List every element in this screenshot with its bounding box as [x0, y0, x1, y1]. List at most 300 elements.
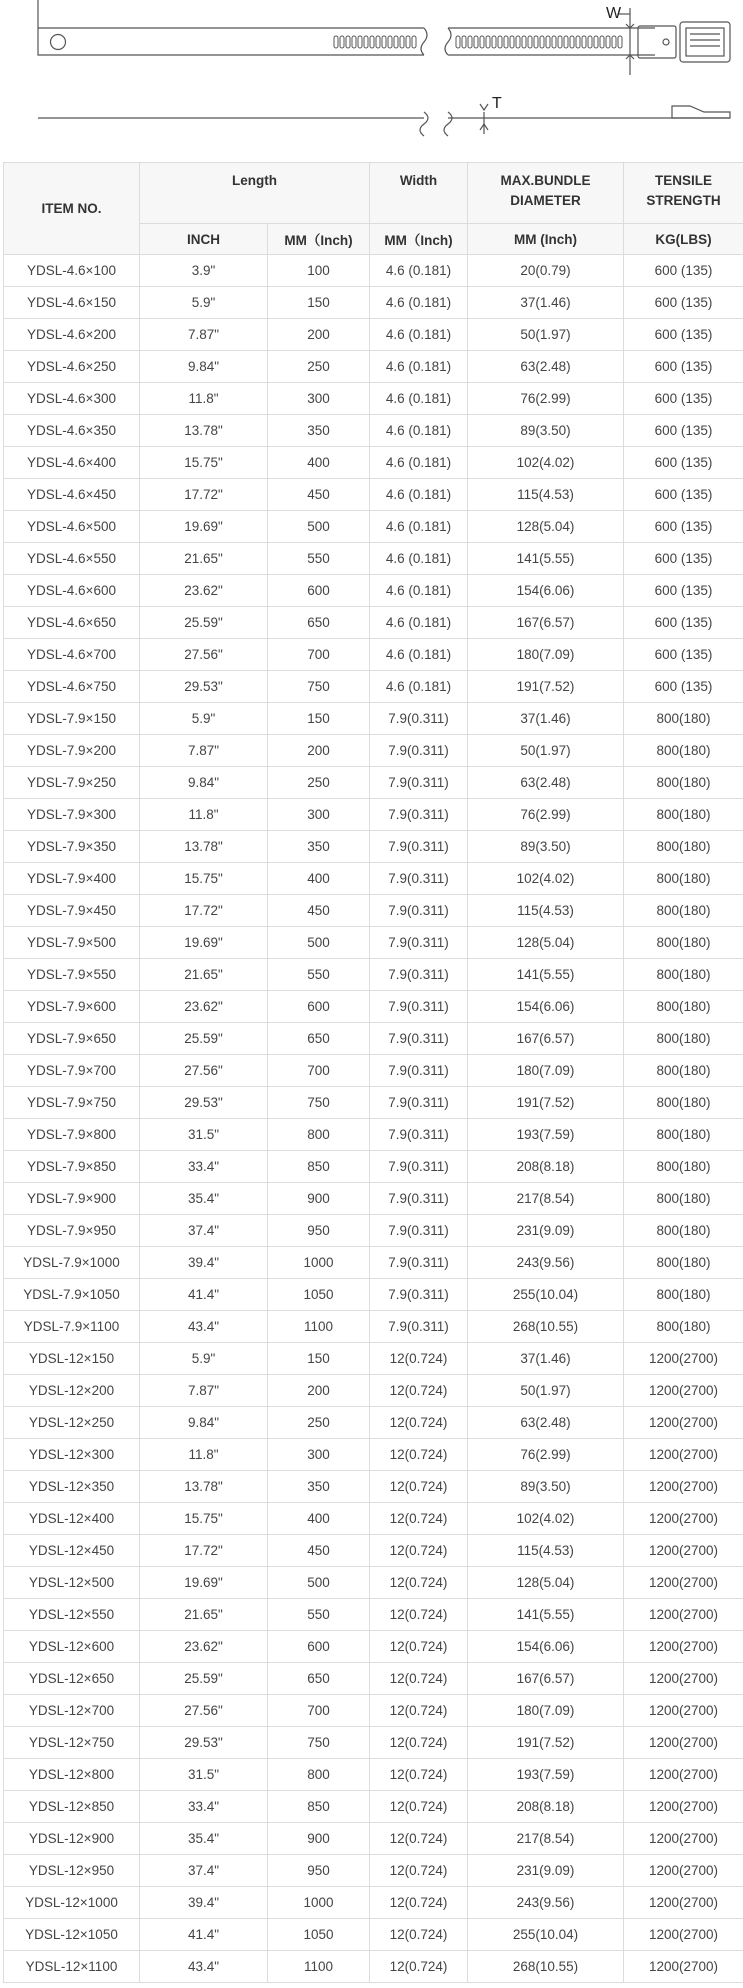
tensile-strength-cell: 1200(2700)	[624, 1343, 743, 1375]
length-inch-cell: 23.62"	[140, 991, 268, 1023]
bundle-diameter-cell: 50(1.97)	[468, 1375, 624, 1407]
length-mm-cell: 500	[268, 927, 370, 959]
width-cell: 12(0.724)	[370, 1439, 468, 1471]
length-mm-cell: 900	[268, 1183, 370, 1215]
tensile-strength-cell: 600 (135)	[624, 607, 743, 639]
table-row	[4, 1471, 743, 1503]
length-mm-cell: 700	[268, 1055, 370, 1087]
bundle-diameter-cell: 76(2.99)	[468, 383, 624, 415]
length-inch-cell: 17.72"	[140, 479, 268, 511]
item-no-cell: YDSL-12×450	[4, 1535, 140, 1567]
table-row	[4, 1023, 743, 1055]
tensile-strength-cell: 1200(2700)	[624, 1375, 743, 1407]
bundle-diameter-cell: 154(6.06)	[468, 991, 624, 1023]
length-mm-cell: 800	[268, 1119, 370, 1151]
item-no-cell: YDSL-7.9×250	[4, 767, 140, 799]
tensile-strength-cell: 1200(2700)	[624, 1887, 743, 1919]
tensile-strength-cell: 600 (135)	[624, 415, 743, 447]
table-row	[4, 1407, 743, 1439]
item-no-cell: YDSL-12×1000	[4, 1887, 140, 1919]
table-row	[4, 959, 743, 991]
bundle-diameter-cell: 128(5.04)	[468, 1567, 624, 1599]
subheader-width-mm-inch: MM（Inch)	[370, 224, 468, 255]
bundle-diameter-cell: 255(10.04)	[468, 1919, 624, 1951]
length-inch-cell: 7.87"	[140, 735, 268, 767]
table-row	[4, 1375, 743, 1407]
item-no-cell: YDSL-12×500	[4, 1567, 140, 1599]
item-no-cell: YDSL-7.9×850	[4, 1151, 140, 1183]
item-no-cell: YDSL-12×600	[4, 1631, 140, 1663]
length-inch-cell: 19.69"	[140, 511, 268, 543]
table-row	[4, 1119, 743, 1151]
tensile-strength-cell: 1200(2700)	[624, 1695, 743, 1727]
table-row	[4, 1951, 743, 1983]
bundle-diameter-cell: 89(3.50)	[468, 1471, 624, 1503]
tensile-strength-cell: 1200(2700)	[624, 1919, 743, 1951]
bundle-diameter-cell: 76(2.99)	[468, 1439, 624, 1471]
length-inch-cell: 5.9"	[140, 287, 268, 319]
width-cell: 12(0.724)	[370, 1599, 468, 1631]
table-row	[4, 1791, 743, 1823]
item-no-cell: YDSL-7.9×500	[4, 927, 140, 959]
table-row	[4, 927, 743, 959]
item-no-cell: YDSL-12×900	[4, 1823, 140, 1855]
length-inch-cell: 43.4"	[140, 1311, 268, 1343]
item-no-cell: YDSL-4.6×300	[4, 383, 140, 415]
table-row	[4, 415, 743, 447]
tensile-strength-cell: 1200(2700)	[624, 1823, 743, 1855]
bundle-diameter-cell: 63(2.48)	[468, 767, 624, 799]
header-tensile-line1: TENSILE	[654, 173, 712, 188]
length-mm-cell: 850	[268, 1151, 370, 1183]
table-row	[4, 1887, 743, 1919]
subheader-kg-lbs: KG(LBS)	[624, 224, 743, 255]
item-no-cell: YDSL-7.9×700	[4, 1055, 140, 1087]
header-tensile	[624, 163, 743, 224]
width-cell: 12(0.724)	[370, 1855, 468, 1887]
item-no-cell: YDSL-7.9×200	[4, 735, 140, 767]
length-inch-cell: 27.56"	[140, 639, 268, 671]
length-mm-cell: 950	[268, 1215, 370, 1247]
width-cell: 4.6 (0.181)	[370, 543, 468, 575]
table-row	[4, 1535, 743, 1567]
length-inch-cell: 21.65"	[140, 543, 268, 575]
width-cell: 12(0.724)	[370, 1791, 468, 1823]
table-row	[4, 1919, 743, 1951]
bundle-diameter-cell: 193(7.59)	[468, 1119, 624, 1151]
header-item-no: ITEM NO.	[4, 163, 140, 255]
item-no-cell: YDSL-7.9×1000	[4, 1247, 140, 1279]
length-inch-cell: 17.72"	[140, 1535, 268, 1567]
item-no-cell: YDSL-12×700	[4, 1695, 140, 1727]
item-no-cell: YDSL-12×800	[4, 1759, 140, 1791]
item-no-cell: YDSL-4.6×100	[4, 255, 140, 287]
table-row	[4, 1823, 743, 1855]
width-cell: 12(0.724)	[370, 1375, 468, 1407]
width-cell: 12(0.724)	[370, 1343, 468, 1375]
length-inch-cell: 27.56"	[140, 1695, 268, 1727]
length-inch-cell: 13.78"	[140, 415, 268, 447]
item-no-cell: YDSL-12×550	[4, 1599, 140, 1631]
specification-table-body	[4, 255, 743, 1983]
bundle-diameter-cell: 167(6.57)	[468, 607, 624, 639]
width-cell: 12(0.724)	[370, 1759, 468, 1791]
length-mm-cell: 250	[268, 1407, 370, 1439]
width-cell: 12(0.724)	[370, 1407, 468, 1439]
width-cell: 4.6 (0.181)	[370, 607, 468, 639]
bundle-diameter-cell: 217(8.54)	[468, 1823, 624, 1855]
length-mm-cell: 750	[268, 1087, 370, 1119]
length-mm-cell: 550	[268, 959, 370, 991]
width-cell: 7.9(0.311)	[370, 991, 468, 1023]
length-inch-cell: 5.9"	[140, 703, 268, 735]
bundle-diameter-cell: 63(2.48)	[468, 351, 624, 383]
length-mm-cell: 750	[268, 671, 370, 703]
length-inch-cell: 11.8"	[140, 799, 268, 831]
table-row	[4, 767, 743, 799]
width-cell: 4.6 (0.181)	[370, 575, 468, 607]
length-mm-cell: 1000	[268, 1247, 370, 1279]
length-mm-cell: 600	[268, 575, 370, 607]
table-row	[4, 639, 743, 671]
subheader-length-mm-inch: MM（Inch)	[268, 224, 370, 255]
bundle-diameter-cell: 243(9.56)	[468, 1247, 624, 1279]
length-mm-cell: 550	[268, 1599, 370, 1631]
tensile-strength-cell: 800(180)	[624, 1119, 743, 1151]
specification-table	[3, 162, 743, 1983]
length-inch-cell: 25.59"	[140, 607, 268, 639]
length-inch-cell: 29.53"	[140, 1087, 268, 1119]
tensile-strength-cell: 600 (135)	[624, 255, 743, 287]
tensile-strength-cell: 800(180)	[624, 831, 743, 863]
length-mm-cell: 250	[268, 767, 370, 799]
width-dimension-label: W	[606, 5, 622, 22]
tensile-strength-cell: 800(180)	[624, 1247, 743, 1279]
table-row	[4, 383, 743, 415]
table-row	[4, 511, 743, 543]
length-inch-cell: 7.87"	[140, 319, 268, 351]
length-mm-cell: 1100	[268, 1951, 370, 1983]
table-row	[4, 1055, 743, 1087]
item-no-cell: YDSL-12×1050	[4, 1919, 140, 1951]
length-mm-cell: 800	[268, 1759, 370, 1791]
width-cell: 12(0.724)	[370, 1535, 468, 1567]
width-cell: 4.6 (0.181)	[370, 351, 468, 383]
item-no-cell: YDSL-4.6×750	[4, 671, 140, 703]
bundle-diameter-cell: 208(8.18)	[468, 1791, 624, 1823]
table-row	[4, 575, 743, 607]
table-row	[4, 895, 743, 927]
table-row	[4, 1759, 743, 1791]
width-cell: 4.6 (0.181)	[370, 255, 468, 287]
width-cell: 7.9(0.311)	[370, 735, 468, 767]
item-no-cell: YDSL-7.9×900	[4, 1183, 140, 1215]
length-inch-cell: 11.8"	[140, 1439, 268, 1471]
item-no-cell: YDSL-7.9×800	[4, 1119, 140, 1151]
length-inch-cell: 23.62"	[140, 575, 268, 607]
tensile-strength-cell: 1200(2700)	[624, 1407, 743, 1439]
width-cell: 7.9(0.311)	[370, 1183, 468, 1215]
length-mm-cell: 600	[268, 1631, 370, 1663]
length-inch-cell: 35.4"	[140, 1823, 268, 1855]
item-no-cell: YDSL-7.9×550	[4, 959, 140, 991]
width-cell: 12(0.724)	[370, 1663, 468, 1695]
length-inch-cell: 25.59"	[140, 1663, 268, 1695]
width-cell: 7.9(0.311)	[370, 1023, 468, 1055]
width-cell: 4.6 (0.181)	[370, 511, 468, 543]
bundle-diameter-cell: 217(8.54)	[468, 1183, 624, 1215]
length-inch-cell: 9.84"	[140, 1407, 268, 1439]
length-inch-cell: 39.4"	[140, 1247, 268, 1279]
table-row	[4, 1215, 743, 1247]
tensile-strength-cell: 800(180)	[624, 1215, 743, 1247]
bundle-diameter-cell: 180(7.09)	[468, 639, 624, 671]
item-no-cell: YDSL-12×300	[4, 1439, 140, 1471]
table-row	[4, 1151, 743, 1183]
item-no-cell: YDSL-7.9×300	[4, 799, 140, 831]
width-cell: 7.9(0.311)	[370, 927, 468, 959]
length-mm-cell: 750	[268, 1727, 370, 1759]
length-mm-cell: 1000	[268, 1887, 370, 1919]
length-mm-cell: 400	[268, 447, 370, 479]
length-inch-cell: 15.75"	[140, 447, 268, 479]
table-row	[4, 799, 743, 831]
bundle-diameter-cell: 255(10.04)	[468, 1279, 624, 1311]
length-mm-cell: 700	[268, 1695, 370, 1727]
width-cell: 12(0.724)	[370, 1919, 468, 1951]
length-inch-cell: 31.5"	[140, 1119, 268, 1151]
length-inch-cell: 19.69"	[140, 1567, 268, 1599]
length-mm-cell: 300	[268, 383, 370, 415]
width-cell: 4.6 (0.181)	[370, 639, 468, 671]
length-inch-cell: 9.84"	[140, 767, 268, 799]
table-row	[4, 1279, 743, 1311]
width-cell: 7.9(0.311)	[370, 703, 468, 735]
item-no-cell: YDSL-12×200	[4, 1375, 140, 1407]
tensile-strength-cell: 600 (135)	[624, 319, 743, 351]
length-inch-cell: 43.4"	[140, 1951, 268, 1983]
length-mm-cell: 400	[268, 863, 370, 895]
bundle-diameter-cell: 89(3.50)	[468, 831, 624, 863]
bundle-diameter-cell: 154(6.06)	[468, 575, 624, 607]
width-cell: 4.6 (0.181)	[370, 319, 468, 351]
table-row	[4, 991, 743, 1023]
width-cell: 7.9(0.311)	[370, 767, 468, 799]
item-no-cell: YDSL-12×350	[4, 1471, 140, 1503]
table-row	[4, 1695, 743, 1727]
tensile-strength-cell: 1200(2700)	[624, 1631, 743, 1663]
tensile-strength-cell: 800(180)	[624, 863, 743, 895]
width-cell: 12(0.724)	[370, 1887, 468, 1919]
item-no-cell: YDSL-4.6×400	[4, 447, 140, 479]
table-row	[4, 831, 743, 863]
width-cell: 12(0.724)	[370, 1631, 468, 1663]
tensile-strength-cell: 800(180)	[624, 1023, 743, 1055]
length-inch-cell: 31.5"	[140, 1759, 268, 1791]
tensile-strength-cell: 800(180)	[624, 1055, 743, 1087]
table-row	[4, 703, 743, 735]
width-cell: 12(0.724)	[370, 1823, 468, 1855]
bundle-diameter-cell: 50(1.97)	[468, 319, 624, 351]
length-inch-cell: 25.59"	[140, 1023, 268, 1055]
length-mm-cell: 200	[268, 1375, 370, 1407]
length-mm-cell: 450	[268, 1535, 370, 1567]
item-no-cell: YDSL-7.9×650	[4, 1023, 140, 1055]
tensile-strength-cell: 800(180)	[624, 1087, 743, 1119]
length-inch-cell: 5.9"	[140, 1343, 268, 1375]
length-mm-cell: 600	[268, 991, 370, 1023]
header-length: Length	[140, 163, 370, 224]
length-mm-cell: 500	[268, 1567, 370, 1599]
tensile-strength-cell: 1200(2700)	[624, 1471, 743, 1503]
length-inch-cell: 39.4"	[140, 1887, 268, 1919]
item-no-cell: YDSL-4.6×500	[4, 511, 140, 543]
item-no-cell: YDSL-4.6×250	[4, 351, 140, 383]
length-inch-cell: 21.65"	[140, 1599, 268, 1631]
item-no-cell: YDSL-7.9×600	[4, 991, 140, 1023]
length-mm-cell: 650	[268, 1663, 370, 1695]
bundle-diameter-cell: 115(4.53)	[468, 895, 624, 927]
length-mm-cell: 300	[268, 799, 370, 831]
table-row	[4, 255, 743, 287]
bundle-diameter-cell: 167(6.57)	[468, 1663, 624, 1695]
bundle-diameter-cell: 231(9.09)	[468, 1215, 624, 1247]
tensile-strength-cell: 600 (135)	[624, 639, 743, 671]
tensile-strength-cell: 800(180)	[624, 895, 743, 927]
length-mm-cell: 100	[268, 255, 370, 287]
tensile-strength-cell: 1200(2700)	[624, 1855, 743, 1887]
bundle-diameter-cell: 76(2.99)	[468, 799, 624, 831]
tensile-strength-cell: 800(180)	[624, 991, 743, 1023]
width-cell: 12(0.724)	[370, 1951, 468, 1983]
item-no-cell: YDSL-7.9×450	[4, 895, 140, 927]
length-mm-cell: 200	[268, 735, 370, 767]
tensile-strength-cell: 1200(2700)	[624, 1727, 743, 1759]
bundle-diameter-cell: 37(1.46)	[468, 703, 624, 735]
table-row	[4, 1343, 743, 1375]
length-inch-cell: 13.78"	[140, 831, 268, 863]
tensile-strength-cell: 1200(2700)	[624, 1439, 743, 1471]
width-cell: 7.9(0.311)	[370, 1151, 468, 1183]
width-cell: 12(0.724)	[370, 1695, 468, 1727]
item-no-cell: YDSL-12×250	[4, 1407, 140, 1439]
table-row	[4, 479, 743, 511]
length-mm-cell: 650	[268, 607, 370, 639]
bundle-diameter-cell: 50(1.97)	[468, 735, 624, 767]
item-no-cell: YDSL-7.9×1100	[4, 1311, 140, 1343]
width-cell: 4.6 (0.181)	[370, 415, 468, 447]
length-inch-cell: 21.65"	[140, 959, 268, 991]
item-no-cell: YDSL-7.9×350	[4, 831, 140, 863]
length-mm-cell: 1050	[268, 1919, 370, 1951]
bundle-diameter-cell: 268(10.55)	[468, 1951, 624, 1983]
item-no-cell: YDSL-4.6×550	[4, 543, 140, 575]
tensile-strength-cell: 800(180)	[624, 1279, 743, 1311]
item-no-cell: YDSL-7.9×1050	[4, 1279, 140, 1311]
length-mm-cell: 900	[268, 1823, 370, 1855]
width-cell: 7.9(0.311)	[370, 863, 468, 895]
table-row	[4, 543, 743, 575]
length-mm-cell: 950	[268, 1855, 370, 1887]
length-mm-cell: 1050	[268, 1279, 370, 1311]
table-row	[4, 1439, 743, 1471]
tensile-strength-cell: 600 (135)	[624, 575, 743, 607]
bundle-diameter-cell: 180(7.09)	[468, 1695, 624, 1727]
width-cell: 7.9(0.311)	[370, 799, 468, 831]
item-no-cell: YDSL-4.6×650	[4, 607, 140, 639]
bundle-diameter-cell: 167(6.57)	[468, 1023, 624, 1055]
width-cell: 7.9(0.311)	[370, 959, 468, 991]
length-mm-cell: 850	[268, 1791, 370, 1823]
bundle-diameter-cell: 37(1.46)	[468, 1343, 624, 1375]
table-row	[4, 1503, 743, 1535]
header-max-bundle-line1: MAX.BUNDLE	[500, 173, 591, 188]
tensile-strength-cell: 600 (135)	[624, 447, 743, 479]
length-inch-cell: 33.4"	[140, 1791, 268, 1823]
width-cell: 7.9(0.311)	[370, 1087, 468, 1119]
width-cell: 7.9(0.311)	[370, 1311, 468, 1343]
length-mm-cell: 700	[268, 639, 370, 671]
width-cell: 4.6 (0.181)	[370, 287, 468, 319]
length-inch-cell: 15.75"	[140, 863, 268, 895]
bundle-diameter-cell: 102(4.02)	[468, 863, 624, 895]
tensile-strength-cell: 600 (135)	[624, 287, 743, 319]
tensile-strength-cell: 1200(2700)	[624, 1759, 743, 1791]
length-mm-cell: 350	[268, 831, 370, 863]
bundle-diameter-cell: 191(7.52)	[468, 671, 624, 703]
item-no-cell: YDSL-7.9×950	[4, 1215, 140, 1247]
width-cell: 7.9(0.311)	[370, 895, 468, 927]
item-no-cell: YDSL-12×150	[4, 1343, 140, 1375]
tensile-strength-cell: 1200(2700)	[624, 1951, 743, 1983]
length-mm-cell: 450	[268, 479, 370, 511]
header-max-bundle-line2: DIAMETER	[510, 193, 581, 208]
length-inch-cell: 35.4"	[140, 1183, 268, 1215]
length-mm-cell: 400	[268, 1503, 370, 1535]
width-cell: 12(0.724)	[370, 1727, 468, 1759]
length-mm-cell: 300	[268, 1439, 370, 1471]
table-row	[4, 1727, 743, 1759]
header-width: Width	[370, 163, 468, 224]
table-row	[4, 607, 743, 639]
tensile-strength-cell: 800(180)	[624, 799, 743, 831]
bundle-diameter-cell: 37(1.46)	[468, 287, 624, 319]
cable-tie-drawing	[0, 0, 743, 160]
length-inch-cell: 9.84"	[140, 351, 268, 383]
tensile-strength-cell: 1200(2700)	[624, 1663, 743, 1695]
tensile-strength-cell: 1200(2700)	[624, 1535, 743, 1567]
length-inch-cell: 37.4"	[140, 1215, 268, 1247]
length-mm-cell: 550	[268, 543, 370, 575]
tensile-strength-cell: 600 (135)	[624, 671, 743, 703]
item-no-cell: YDSL-12×650	[4, 1663, 140, 1695]
bundle-diameter-cell: 231(9.09)	[468, 1855, 624, 1887]
table-row	[4, 735, 743, 767]
bundle-diameter-cell: 154(6.06)	[468, 1631, 624, 1663]
tensile-strength-cell: 800(180)	[624, 1151, 743, 1183]
length-mm-cell: 500	[268, 511, 370, 543]
length-mm-cell: 150	[268, 703, 370, 735]
table-row	[4, 287, 743, 319]
table-row	[4, 1855, 743, 1887]
length-inch-cell: 19.69"	[140, 927, 268, 959]
table-row	[4, 351, 743, 383]
tensile-strength-cell: 600 (135)	[624, 511, 743, 543]
tensile-strength-cell: 800(180)	[624, 703, 743, 735]
tensile-strength-cell: 1200(2700)	[624, 1503, 743, 1535]
table-row	[4, 671, 743, 703]
length-inch-cell: 15.75"	[140, 1503, 268, 1535]
